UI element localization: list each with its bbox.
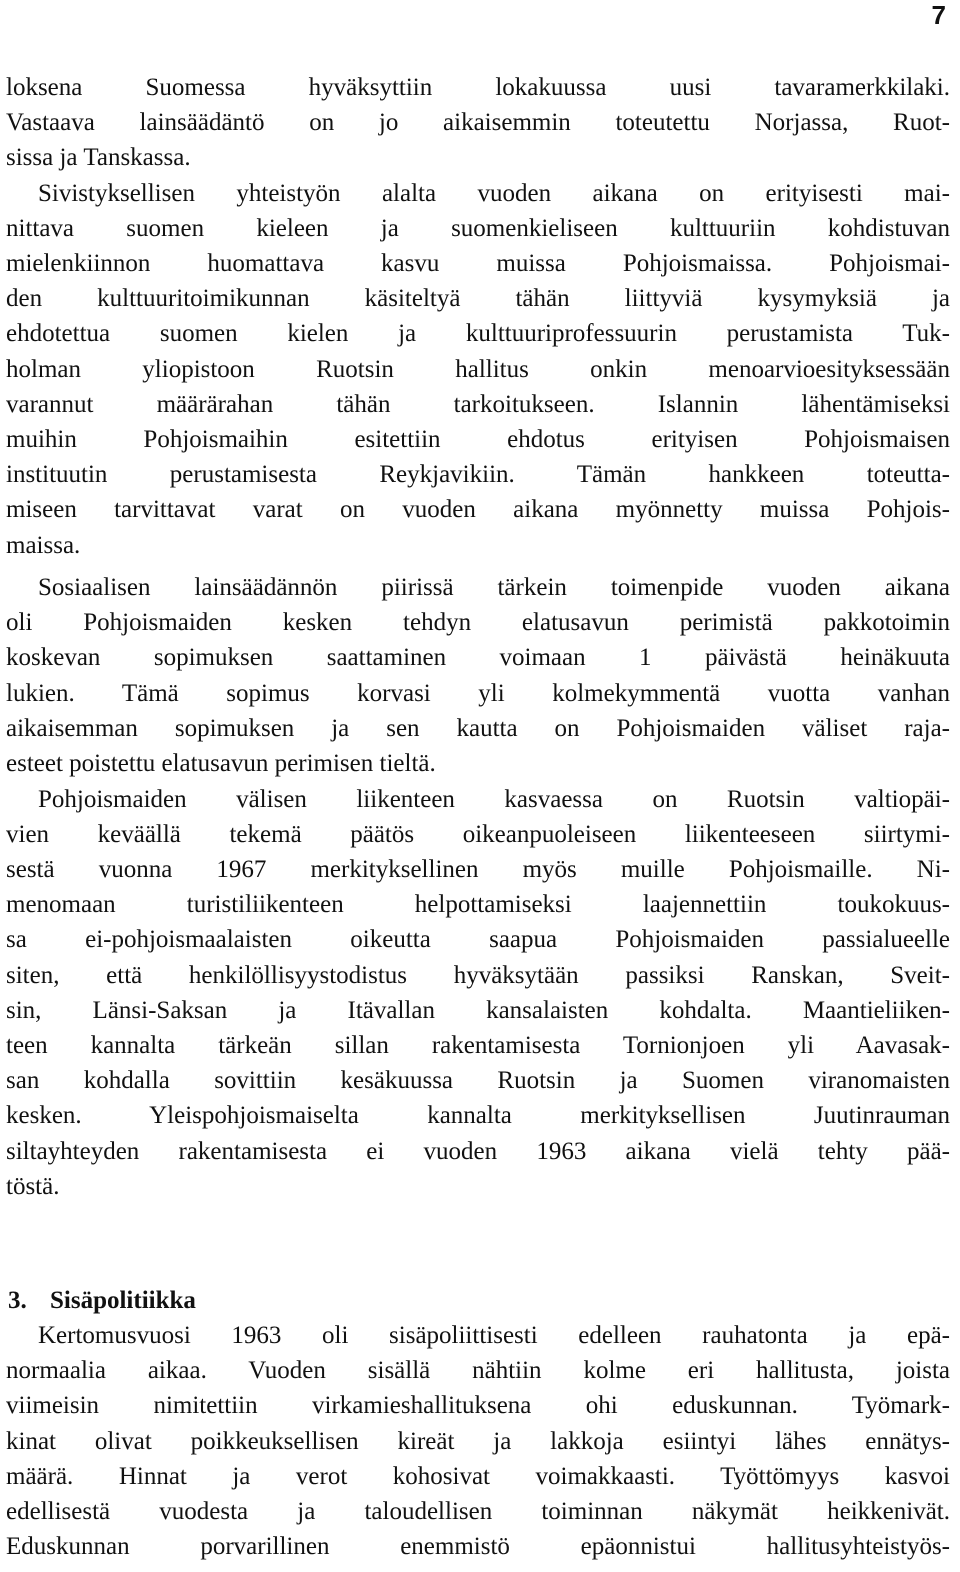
text-line: siten, että henkilöllisyystodistus hyväksytään passiksi Ranskan, Sveit- — [6, 961, 950, 989]
text-line: aikaisemman sopimuksen ja sen kautta on Pohjoismaiden väliset raja- — [6, 714, 950, 742]
text-line: menomaan turistiliikenteen helpottamiseksi laajennettiin toukokuus- — [6, 891, 950, 919]
text-line: töstä. — [6, 1172, 60, 1200]
text-line: san kohdalla sovittiin kesäkuussa Ruotsin ja Suomen viranomaisten — [6, 1067, 950, 1095]
text-line: sa ei-pohjoismaalaisten oikeutta saapua Pohjoismaiden passialueelle — [6, 926, 950, 954]
text-line: kesken. Yleispohjoismaiselta kannalta merkityksellisen Juutinrauman — [6, 1102, 950, 1130]
text-line: siltayhteyden rakentamisesta ei vuoden 1963 aikana vielä tehty pää- — [6, 1137, 950, 1165]
paragraph-cultural-cooperation — [6, 176, 950, 563]
text-line: varannut määrärahan tähän tarkoitukseen. Islannin lähentämiseksi — [6, 390, 950, 418]
text-line: koskevan sopimuksen saattaminen voimaan 1 päivästä heinäkuuta — [6, 644, 950, 672]
text-line: teen kannalta tärkeän sillan rakentamisesta Tornionjoen yli Aavasak- — [6, 1031, 950, 1059]
paragraph-domestic-politics — [6, 1318, 950, 1564]
paragraph-continuation — [6, 70, 950, 176]
text-line: normaalia aikaa. Vuoden sisällä nähtiin kolme eri hallitusta, joista — [6, 1357, 950, 1385]
paragraph-traffic — [6, 782, 950, 1204]
text-line: viimeisin nimitettiin virkamieshallituksena ohi eduskunnan. Työmark- — [6, 1392, 950, 1420]
section-number: 3. — [8, 1287, 27, 1314]
text-line: kinat olivat poikkeuksellisen kireät ja lakkoja esiintyi lähes ennätys- — [6, 1427, 950, 1455]
text-line: miseen tarvittavat varat on vuoden aikana myönnetty muissa Pohjois- — [6, 496, 950, 524]
text-line: den kulttuuritoimikunnan käsiteltyä tähän liittyviä kysymyksiä ja — [6, 285, 950, 313]
text-line: maissa. — [6, 531, 81, 559]
text-line: Pohjoismaiden välisen liikenteen kasvaessa on Ruotsin valtiopäi- — [38, 785, 950, 813]
text-line: oli Pohjoismaiden kesken tehdyn elatusavun perimistä pakkotoimin — [6, 609, 950, 637]
text-line: edellisestä vuodesta ja taloudellisen toiminnan näkymät heikkenivät. — [6, 1498, 950, 1526]
text-line: lukien. Tämä sopimus korvasi yli kolmekymmentä vuotta vanhan — [6, 679, 950, 707]
text-line: sissa ja Tanskassa. — [6, 144, 191, 172]
text-line: määrä. Hinnat ja verot kohosivat voimakkaasti. Työttömyys kasvoi — [6, 1462, 950, 1490]
text-line: Kertomusvuosi 1963 oli sisäpoliittisesti edelleen rauhatonta ja epä- — [38, 1322, 950, 1349]
text-line: holman yliopistoon Ruotsin hallitus onkin menoarvioesityksessään — [6, 355, 950, 383]
text-line: Sosiaalisen lainsäädännön piirissä tärkein toimenpide vuoden aikana — [38, 574, 950, 601]
text-line: instituutin perustamisesta Reykjavikiin. Tämän hankkeen toteutta- — [6, 461, 950, 489]
text-line: ehdotettua suomen kielen ja kulttuuriprofessuurin perustamista Tuk- — [6, 320, 950, 348]
text-line: loksena Suomessa hyväksyttiin lokakuussa uusi tavaramerkkilaki. — [6, 74, 950, 101]
text-line: Eduskunnan porvarillinen enemmistö epäonnistui hallitusyhteistyös- — [6, 1533, 950, 1561]
text-line: esteet poistettu elatusavun perimisen tieltä. — [6, 750, 436, 778]
section-heading — [8, 1286, 196, 1316]
text-line: Vastaava lainsäädäntö on jo aikaisemmin toteutettu Norjassa, Ruot- — [6, 109, 950, 137]
text-line: vien keväällä tekemä päätös oikeanpuoleiseen liikenteeseen siirtymi- — [6, 820, 950, 848]
paragraph-social-legislation — [6, 570, 950, 781]
text-line: muihin Pohjoismaihin esitettiin ehdotus erityisen Pohjoismaisen — [6, 426, 950, 454]
page-number: 7 — [931, 0, 946, 30]
section-title: Sisäpolitiikka — [50, 1287, 196, 1314]
text-line: nittava suomen kieleen ja suomenkieliseen kulttuuriin kohdistuvan — [6, 214, 950, 242]
text-line: sestä vuonna 1967 merkityksellinen myös muille Pohjoismaille. Ni- — [6, 855, 950, 883]
text-line: Sivistyksellisen yhteistyön alalta vuoden aikana on erityisesti mai- — [38, 179, 950, 207]
text-line: sin, Länsi-Saksan ja Itävallan kansalaisten kohdalta. Maantieliiken- — [6, 996, 950, 1024]
text-line: mielenkiinnon huomattava kasvu muissa Pohjoismaissa. Pohjoismai- — [6, 250, 950, 277]
